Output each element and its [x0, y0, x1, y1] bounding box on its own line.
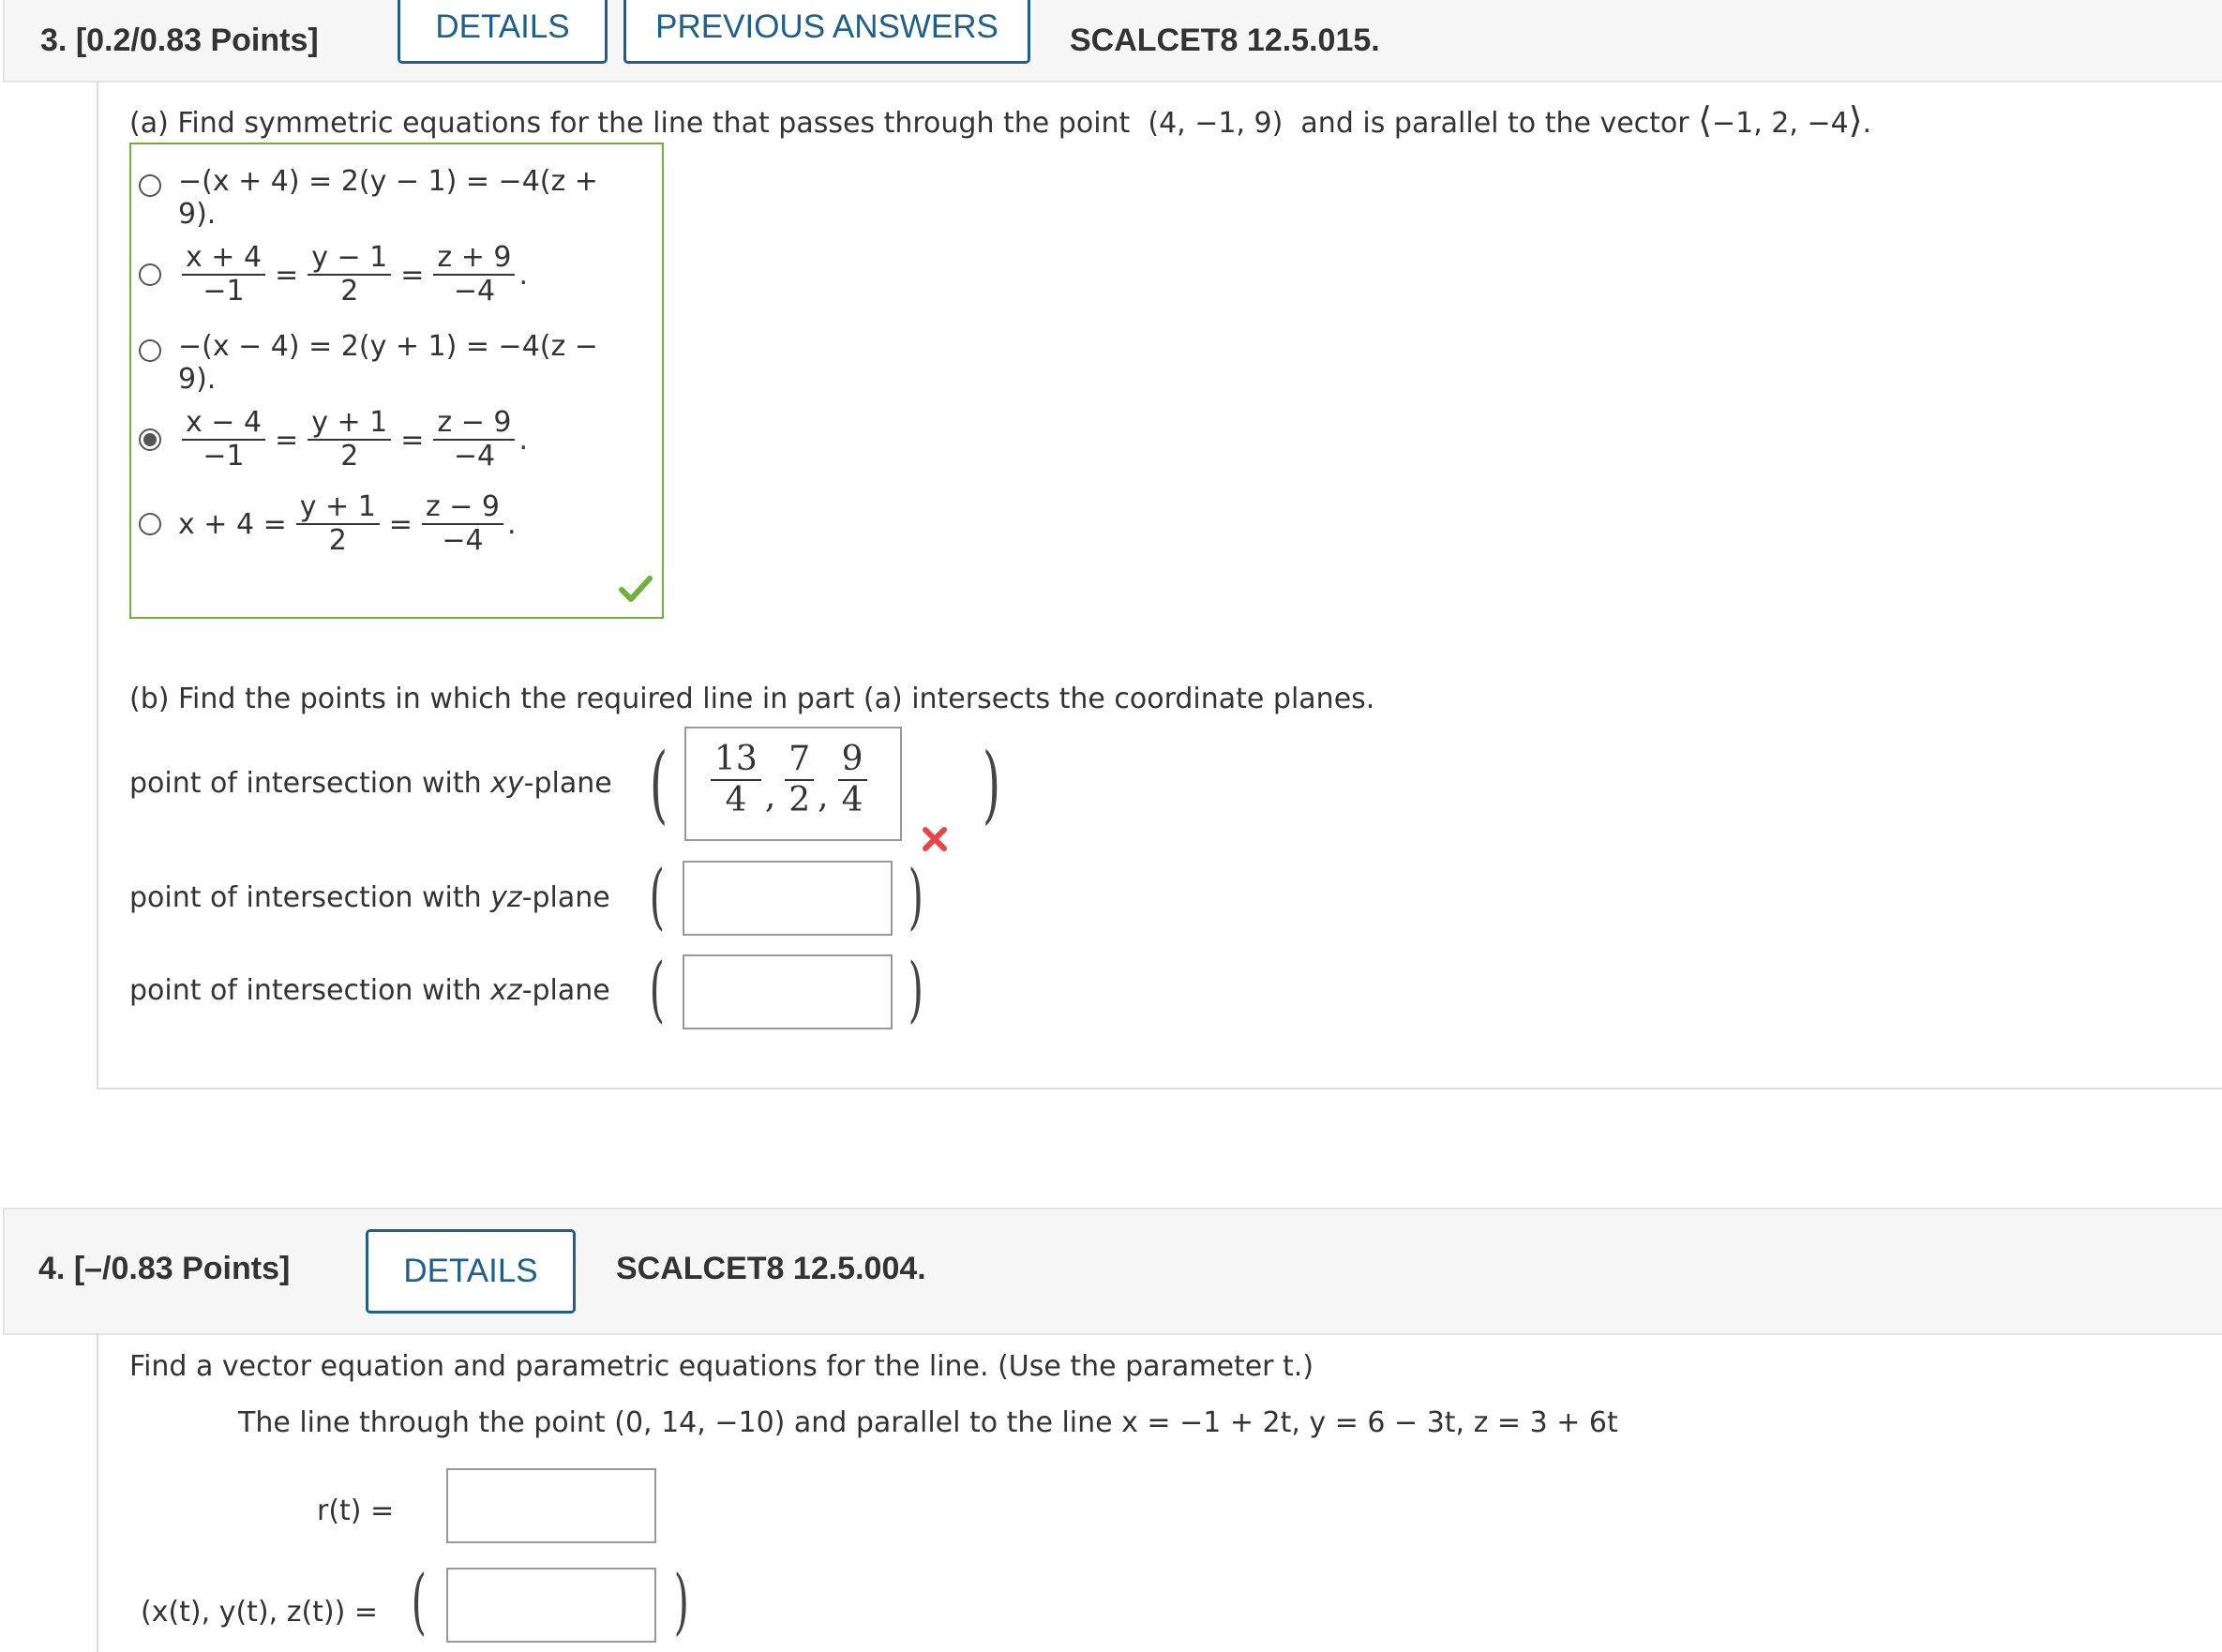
q3-yz-close-paren: ) [908, 854, 923, 938]
q3-choice-3[interactable] [139, 330, 598, 396]
q3-choice-5[interactable]: x + 4 = $\frac{y + 1}{2}$ = $\frac{z - 9}{-4}$ . [139, 491, 517, 557]
q3-part-b-question: (b) Find the points in which the required line in part (a) intersects the coordinate planes. [129, 683, 1375, 715]
q3-choice-4-frac-x [182, 407, 265, 473]
q3-choice-5-lead: x + 4 = [178, 507, 287, 541]
q3-xy-close-paren: ) [982, 735, 1001, 834]
q4-header [3, 1208, 2222, 1335]
q3-choices-box [129, 143, 664, 619]
q3-part-a-mid: and is parallel to the vector [1300, 107, 1689, 140]
q3-choice-5-radio[interactable] [139, 513, 161, 535]
frac-numerator: 9 [838, 740, 867, 781]
q3-xy-answer-box[interactable]: $\frac{13}{4}$ , $\frac{7}{2}$ , $\frac{9}{4}$ [684, 727, 902, 841]
frac-denominator: −4 [442, 524, 484, 557]
frac-denominator: −1 [203, 275, 245, 308]
frac-denominator: −4 [453, 275, 496, 308]
q3-choice-1-line2: 9). [178, 198, 217, 231]
q3-vector: −1, 2, −4 [1712, 107, 1849, 140]
q3-yz-answer-input[interactable] [683, 861, 893, 936]
q3-choice-1-radio[interactable] [139, 174, 161, 197]
q3-choice-5-frac-y [296, 491, 380, 557]
q4-xyz-input[interactable] [446, 1568, 656, 1643]
q3-details-button[interactable]: DETAILS [398, 0, 608, 64]
q3-choice-2[interactable]: $\frac{x + 4}{-1}$ = $\frac{y - 1}{2}$ = $\frac{z + 9}{-4}$ . [139, 242, 528, 308]
frac-denominator: 2 [340, 275, 359, 308]
q4-rt-label: r(t) = [317, 1494, 395, 1527]
q3-xz-open-paren: ( [649, 947, 665, 1030]
q4-xyz-label: (x(t), y(t), z(t)) = [141, 1596, 378, 1629]
incorrect-x-icon [921, 825, 949, 853]
q3-choice-5-frac-z [422, 491, 503, 557]
q3-choice-3-radio[interactable] [139, 339, 161, 362]
q3-choice-2-radio[interactable] [139, 263, 161, 286]
frac-numerator: y + 1 [308, 407, 391, 441]
q3-points [40, 23, 319, 59]
q4-line-text: The line through the point (0, 14, −10) and parallel to the line x = −1 + 2t, y = 6 − 3t, z = 3 + 6t [238, 1406, 1618, 1439]
q4-rt-input[interactable] [446, 1468, 656, 1543]
q4-xyz-close-paren: ) [673, 1559, 689, 1643]
frac-denominator: 2 [788, 781, 811, 819]
frac-denominator: 4 [841, 781, 863, 819]
q3-yz-label: point of intersection with yz-plane [129, 881, 610, 914]
q3-xz-close-paren: ) [908, 947, 923, 1030]
q3-choice-4-frac-y [308, 407, 391, 473]
q3-header [3, 0, 2222, 83]
q3-choice-3-line2: 9). [178, 363, 217, 396]
correct-check-icon [619, 574, 653, 604]
frac-numerator: z − 9 [433, 407, 515, 441]
q3-choice-4-frac-z [433, 407, 515, 473]
q3-point: (4, −1, 9) [1148, 107, 1284, 140]
frac-denominator: 2 [340, 440, 359, 473]
q3-choice-2-frac-x [182, 242, 265, 308]
q3-yz-open-paren: ( [649, 854, 665, 938]
q3-part-a-prefix: (a) Find symmetric equations for the line that passes through the point [129, 107, 1131, 140]
frac-numerator: 13 [711, 740, 761, 781]
frac-numerator: z + 9 [433, 242, 515, 276]
q4-xyz-open-paren: ( [411, 1559, 427, 1643]
q3-code: SCALCET8 12.5.015. [1070, 23, 1380, 58]
q3-xy-answer-z [838, 740, 867, 820]
q4-details-button[interactable]: DETAILS [366, 1229, 576, 1314]
q3-choice-1-line1: −(x + 4) = 2(y − 1) = −4(z + [178, 165, 598, 198]
q3-choice-3-line1: −(x − 4) = 2(y + 1) = −4(z − [178, 330, 598, 363]
q3-choice-4-radio[interactable] [139, 428, 161, 451]
q4-instruction: Find a vector equation and parametric equations for the line. (Use the parameter t.) [129, 1350, 1314, 1383]
q3-choice-4[interactable]: $\frac{x - 4}{-1}$ = $\frac{y + 1}{2}$ = $\frac{z - 9}{-4}$ . [139, 407, 528, 473]
frac-numerator: x − 4 [182, 407, 265, 441]
q3-choice-1[interactable] [139, 165, 598, 231]
frac-denominator: 2 [328, 524, 347, 557]
frac-numerator: z − 9 [422, 491, 503, 525]
q3-points-text: [0.2/0.83 Points] [75, 23, 319, 58]
frac-denominator: −4 [453, 440, 496, 473]
q3-xz-answer-input[interactable] [683, 954, 893, 1029]
q3-xy-answer-x [711, 740, 761, 820]
q4-points-text: [–/0.83 Points] [73, 1251, 291, 1286]
q3-number: 3. [40, 23, 68, 58]
q4-code: SCALCET8 12.5.004. [616, 1251, 926, 1286]
q4-points [38, 1251, 290, 1287]
q3-choice-2-frac-z [433, 242, 515, 308]
frac-denominator: −1 [203, 440, 245, 473]
frac-numerator: x + 4 [182, 242, 265, 276]
q3-xy-open-paren: ( [649, 735, 668, 834]
frac-numerator: 7 [785, 740, 814, 781]
q3-previous-answers-button[interactable]: PREVIOUS ANSWERS [623, 0, 1030, 64]
q3-xy-label: point of intersection with xy-plane [129, 767, 612, 800]
q3-xy-answer-y [785, 740, 814, 820]
q3-xz-label: point of intersection with xz-plane [129, 974, 610, 1007]
frac-numerator: y − 1 [308, 242, 391, 276]
frac-denominator: 4 [725, 781, 747, 819]
q3-part-a-question: (a) Find symmetric equations for the line that passes through the point (4, −1, 9) and is parallel to the vector ⟨−1, 2, −4⟩. [129, 99, 1872, 141]
q3-choice-2-frac-y [308, 242, 391, 308]
q4-number: 4. [38, 1251, 66, 1286]
frac-numerator: y + 1 [296, 491, 380, 525]
